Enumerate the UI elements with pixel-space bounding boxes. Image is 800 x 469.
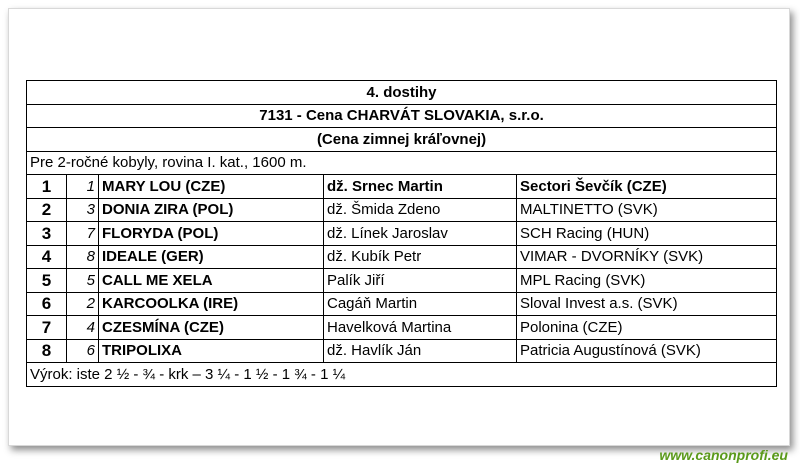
watermark: www.canonprofi.eu (659, 447, 788, 463)
race-conditions: Pre 2-ročné kobyly, rovina I. kat., 1600 m. (27, 151, 777, 175)
table-row (27, 316, 777, 340)
race-title: 7131 - Cena CHARVÁT SLOVAKIA, s.r.o. (27, 104, 777, 128)
race-title-row (27, 104, 777, 128)
race-verdict: Výrok: iste 2 ½ - ¾ - krk – 3 ¼ - 1 ½ - 1 ¾ - 1 ¼ (27, 363, 777, 387)
jockey-name: dž. Línek Jaroslav (324, 222, 517, 246)
table-row (27, 339, 777, 363)
table-row (27, 222, 777, 246)
finish-place: 8 (27, 339, 67, 363)
start-number: 1 (67, 175, 99, 199)
owner-name: VIMAR - DVORNÍKY (SVK) (517, 245, 777, 269)
start-number: 4 (67, 316, 99, 340)
race-number: 4. dostihy (27, 81, 777, 105)
jockey-name: Cagáň Martin (324, 292, 517, 316)
finish-place: 3 (27, 222, 67, 246)
start-number: 3 (67, 198, 99, 222)
start-number: 8 (67, 245, 99, 269)
table-row (27, 292, 777, 316)
horse-name: FLORYDA (POL) (99, 222, 324, 246)
owner-name: SCH Racing (HUN) (517, 222, 777, 246)
table-row (27, 245, 777, 269)
race-subtitle: (Cena zimnej kráľovnej) (27, 128, 777, 152)
start-number: 2 (67, 292, 99, 316)
jockey-name: Palík Jiří (324, 269, 517, 293)
table-row (27, 269, 777, 293)
horse-name: KARCOOLKA (IRE) (99, 292, 324, 316)
finish-place: 1 (27, 175, 67, 199)
table-row (27, 175, 777, 199)
horse-name: IDEALE (GER) (99, 245, 324, 269)
table-row (27, 198, 777, 222)
race-results-table (26, 80, 777, 387)
jockey-name: dž. Havlík Ján (324, 339, 517, 363)
finish-place: 6 (27, 292, 67, 316)
jockey-name: dž. Srnec Martin (324, 175, 517, 199)
owner-name: Patricia Augustínová (SVK) (517, 339, 777, 363)
jockey-name: dž. Kubík Petr (324, 245, 517, 269)
horse-name: CZESMÍNA (CZE) (99, 316, 324, 340)
race-conditions-row (27, 151, 777, 175)
owner-name: MALTINETTO (SVK) (517, 198, 777, 222)
start-number: 5 (67, 269, 99, 293)
jockey-name: dž. Šmida Zdeno (324, 198, 517, 222)
owner-name: MPL Racing (SVK) (517, 269, 777, 293)
race-number-row (27, 81, 777, 105)
finish-place: 5 (27, 269, 67, 293)
horse-name: CALL ME XELA (99, 269, 324, 293)
verdict-row (27, 363, 777, 387)
start-number: 6 (67, 339, 99, 363)
race-subtitle-row (27, 128, 777, 152)
horse-name: MARY LOU (CZE) (99, 175, 324, 199)
finish-place: 7 (27, 316, 67, 340)
owner-name: Sectori Ševčík (CZE) (517, 175, 777, 199)
finish-place: 4 (27, 245, 67, 269)
owner-name: Polonina (CZE) (517, 316, 777, 340)
finish-place: 2 (27, 198, 67, 222)
horse-name: DONIA ZIRA (POL) (99, 198, 324, 222)
horse-name: TRIPOLIXA (99, 339, 324, 363)
jockey-name: Havelková Martina (324, 316, 517, 340)
owner-name: Sloval Invest a.s. (SVK) (517, 292, 777, 316)
start-number: 7 (67, 222, 99, 246)
